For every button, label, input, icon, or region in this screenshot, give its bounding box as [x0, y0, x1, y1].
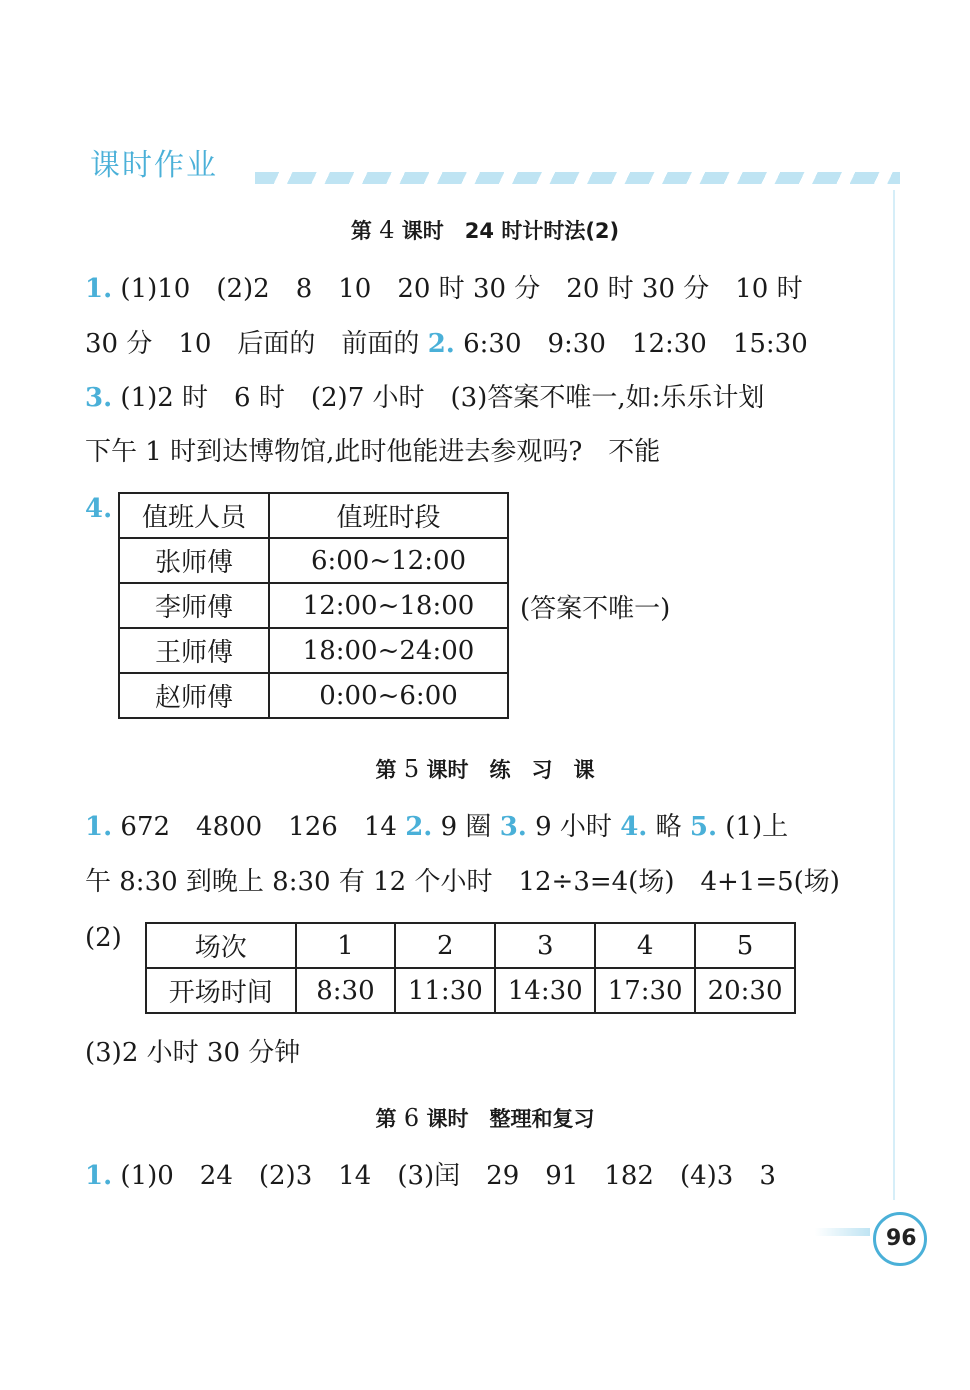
lesson5-heading-num: 5 [403, 755, 420, 783]
table-row [119, 628, 508, 673]
lesson6-heading [0, 1103, 970, 1133]
answer-text: 30 分 10 后面的 前面的 [85, 329, 428, 359]
answer-note: (答案不唯一) [520, 594, 671, 624]
table-cell: 4 [595, 923, 695, 968]
table-cell: 2 [395, 923, 495, 968]
schedule-table [145, 922, 796, 1014]
table-cell: 8:30 [296, 968, 396, 1013]
table-cell: 王师傅 [119, 628, 269, 673]
table-cell: 18:00~24:00 [269, 628, 508, 673]
lesson4-heading-post: 课时 24 时计时法(2) [401, 219, 620, 243]
answer-text: 略 [647, 812, 690, 842]
lesson4-line-1 [85, 276, 803, 302]
table-cell: 20:30 [695, 968, 795, 1013]
table-cell: 6:00~12:00 [269, 538, 508, 583]
answer-text: (1)0 24 (2)3 14 (3)闰 29 91 182 (4)3 3 [112, 1161, 776, 1191]
lesson6-heading-post: 课时 整理和复习 [426, 1107, 595, 1131]
duty-table [118, 492, 509, 719]
question-number: 3. [499, 812, 527, 842]
table-row [146, 968, 795, 1013]
question-number: 4. [620, 812, 648, 842]
table-row [119, 493, 508, 538]
answer-text: 9 小时 [526, 812, 621, 842]
table-cell: 5 [695, 923, 795, 968]
answer-text: (1)10 (2)2 8 10 20 时 30 分 20 时 30 分 10 时 [112, 274, 803, 304]
answer-text: 下午 1 时到达博物馆,此时他能进去参观吗? 不能 [85, 437, 661, 467]
lesson5-heading-post: 课时 练 习 课 [426, 758, 595, 782]
lesson4-heading-pre: 第 [350, 219, 372, 243]
answer-text: (1)2 时 6 时 (2)7 小时 (3)答案不唯一,如:乐乐计划 [112, 383, 765, 413]
table-row [119, 538, 508, 583]
question-number: 5. [689, 812, 718, 842]
table-row [119, 673, 508, 718]
banner-stripe [255, 172, 900, 184]
lesson5-line-2: 午 8:30 到晚上 8:30 有 12 个小时 12÷3=4(场) 4+1=5(场) [85, 867, 840, 897]
question-number: 1. [85, 274, 113, 304]
table-cell: 12:00~18:00 [269, 583, 508, 628]
answer-text: 9 圈 [432, 812, 500, 842]
page-number-badge: 96 [873, 1212, 927, 1266]
table-cell: 11:30 [395, 968, 495, 1013]
table-cell: 3 [495, 923, 595, 968]
page-badge-stripe [815, 1228, 870, 1236]
table-header-cell: 值班时段 [269, 493, 508, 538]
lesson4-heading-num: 4 [379, 216, 395, 244]
lesson4-q4-label [85, 496, 112, 522]
lesson4-line-3 [85, 385, 764, 411]
table-cell: 张师傅 [119, 538, 269, 583]
lesson5-heading-pre: 第 [375, 758, 397, 782]
table-cell: 14:30 [495, 968, 595, 1013]
table-cell: 0:00~6:00 [269, 673, 508, 718]
answer-text: 6:30 9:30 12:30 15:30 [454, 329, 808, 359]
table-cell: 赵师傅 [119, 673, 269, 718]
lesson6-heading-pre: 第 [375, 1107, 397, 1131]
lesson5-heading [0, 754, 970, 784]
section-banner-title: 课时作业 [90, 148, 218, 183]
lesson6-line-1 [85, 1163, 776, 1189]
lesson5-part3: (3)2 小时 30 分钟 [85, 1038, 301, 1068]
lesson5-line-1 [85, 814, 788, 840]
question-number: 1. [85, 1161, 113, 1191]
question-number: 3. [85, 383, 113, 413]
lesson5-part2-label: (2) [85, 923, 122, 953]
table-cell: 1 [296, 923, 396, 968]
lesson4-heading [0, 215, 970, 245]
table-row [146, 923, 795, 968]
lesson6-heading-num: 6 [403, 1104, 420, 1132]
answer-text: 672 4800 126 14 [112, 812, 406, 842]
lesson4-line-4 [85, 439, 660, 465]
table-header-cell: 值班人员 [119, 493, 269, 538]
page-edge-rule [893, 190, 895, 1200]
table-header-cell: 场次 [146, 923, 296, 968]
answer-text: (1)上 [717, 812, 789, 842]
table-cell: 李师傅 [119, 583, 269, 628]
lesson4-line-2 [85, 331, 808, 357]
table-row [119, 583, 508, 628]
question-number: 4. [85, 494, 113, 524]
question-number: 1. [85, 812, 113, 842]
table-cell: 17:30 [595, 968, 695, 1013]
question-number: 2. [427, 329, 455, 359]
question-number: 2. [405, 812, 433, 842]
table-header-cell: 开场时间 [146, 968, 296, 1013]
